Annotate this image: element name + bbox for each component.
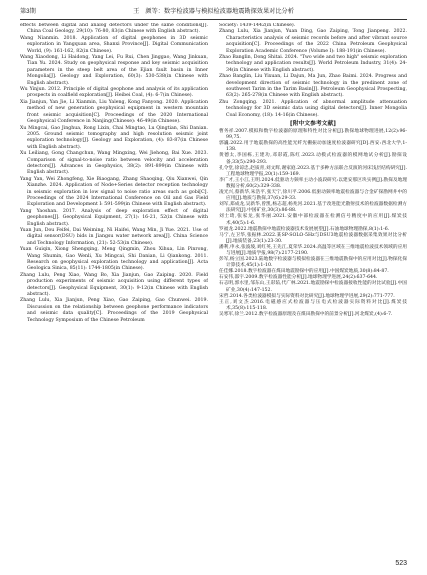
running-title: 王 颜等：数字检波器与模拟检波器地震勘探效果对比分析: [133, 8, 294, 15]
running-header: [20, 6, 407, 18]
reference-entry: Xu Mingcai, Gao Jinghua, Rong Lixin, Chai Mingtao, Lu Qingtian, Shi Danian. 2005. Ground seismic tomography and high resolution seismic joint exploration technology[J]. Geology and Exploration, (4): 83-87(in Chinese with English abstract).: [20, 125, 208, 150]
reference-entry: 郭巍.2022.用于地震勘探的高性能光纤光栅振动加速度检波器研究[D].西安:西北大学,1-138.: [219, 141, 407, 153]
header-rule: [20, 19, 407, 20]
reference-entry: Zhao Banglin, Liu Yixuan, Li Dajun, Ma Jun, Zhao Baimi. 2024. Progress and development direction of seismic technology in the predinent zone of southwest Tarim in the Tarim Basin[J]. Petroleum Geophysical Prospecting, 63(2): 265-278(in Chinese with English abstract).: [219, 74, 407, 99]
reference-entry: Zhang Lulu, Xia Jianjun, Yuan Ding, Gao Zaiping, Tong Jianpeng. 2022. Characteristics analysis of seismic records before and after vibrant source acquisition[C]. Proceedings of the 2022 China Petroleum Geophysical Exploration Academic Conference (Volume I): 188-191(in Chinese).: [219, 29, 407, 54]
reference-entry: 任佳娜.2018.数字检波器在煤田地震勘探中的应用[J].中国煤炭地质,30(8):84-87.: [219, 269, 389, 275]
reference-entry: Wang Nianmin. 2018. Application of digital geophones in 3D seismic exploration in Yangquan area, Shanxi Province[J]. Digital Communication World, (9): 161-162, 82(in Chinese).: [20, 35, 208, 54]
reference-entry: 刘士琦,张家龙,张华丽.2021.安徽中部检波器在检测信号精度中的应用[J].煤炭技术,40(5):1-6.: [219, 214, 407, 226]
reference-entry: Yuan Guiqin, Xiong Shengqing, Meng Qingmin, Zhou Xihua, Lin Pinrong, Wang Shumin, Gao Wenli, Xu Mingcai, Shi Danian, Li Qiankong. 2011. Research on geophysical exploration technology and application[J]. Acta Geologica Sinica, 85(11): 1744-1805(in Chinese).: [20, 247, 208, 272]
reference-entry: 彭军,杨立国.2023.陆地数字检波器与模拟检波器在三维地震勘探中的应用对比[J].物探化探计算技术,45(1):1-10.: [219, 257, 407, 269]
reference-entry: effects between digital and analog detectors under the same conditions[J]. China Coal Geology, 29(10): 76-80, 83(in Chinese with English abstract).: [20, 23, 208, 35]
reference-entry: 罗福龙.2022.地震勘探中地震检波器技术发展展望[J].石油地球物理勘探,8(1):1-6.: [219, 226, 390, 232]
reference-columns: [20, 23, 407, 551]
english-references: [219, 23, 407, 119]
reference-entry: 刘军,郑成龙,吴新华,曾凯,杨志超,杨兆河.2021.基于改进能光散射技术的检波器数据检测方法研究[J].中国矿业,30(3):86-88.: [219, 202, 407, 214]
left-column: [20, 23, 208, 551]
reference-entry: Yang Yan, Wei Zhongfeng, Xie Biaogang, Zhang Shaoqing, Qiu Xianwei, Qin Xianzhe. 2024. Application of Node+Series detector reception technology in seismic exploration in low signal to noise ratio areas such as gobi[C]. Proceedings of the 2024 International Conference on Oil and Gas Field Exploration and Development I: 591-599(in Chinese with English abstract).: [20, 176, 208, 208]
reference-entry: Wang Xiaodong, Li Haidong, Yang Lei, Fu Rui, Chen Jinggao, Wang Jinkuan, Tian Yu. 2024. Study on geophysical response and key seismic acquisition parameters in the steep belt area of the Ejian fault basin in Inner Mongolia[J]. Geology and Exploration, 60(3): 530-538(in Chinese with English abstract).: [20, 55, 208, 86]
reference-entry: 王正,刘文杰.2016.电磁感应式检波器与压电式检波器实际资料对比[J].煤炭技术,35(8):115-118.: [219, 299, 407, 311]
reference-entry: 黄德太,李国栋,王建功,邓彩霞,陈红.2023.动模式检波器的模网地试分析[J].勘探设备,33(5):290-293.: [219, 153, 407, 165]
reference-entry: Zhao Banglin, Dong Shitai. 2024. "Two wide and two high" seismic exploration technology and application results[J]. World Petroleum Industry, 31(4): 24-34(in Chinese with English abstract).: [219, 55, 407, 73]
reference-entry: Yuan Jun, Dou Feifei, Dai Weiming, Ni Haifei, Wang Min, Ji Yue. 2021. Use of digital sensor(DSU) bids in Jiangsu water network area[J]. China Science and Technology Information, (21): 52-53(in Chinese).: [20, 228, 208, 246]
reference-entry: 吴寒军,徐兰.2012.数字检波器原理及在煤田勘探中的前景分析[J].河北煤炭,(4):6-7.: [219, 311, 393, 317]
reference-entry: 孔令堂,徐谅忠,赵质青,刘文辉,谢家庭.2023.基于多种方法联合反演的河床浅层结构研究[J].工程地球物理学报,20(1):159-169.: [219, 165, 407, 177]
reference-entry: Zhu Zongqing. 2021. Application of abnormal amplitude attenuation technology for 3D seismic data using digital detectors[J]. Inner Mongolia Coal Economy, (18): 14-16(in Chinese).: [219, 99, 407, 118]
reference-entry: Zhang Lulu, Peng Xiao, Wang Bo, Xia Jianjun, Gao Zaiping. 2020. Field production experiments of seismic acquisition using different types of detectors[J]. Geophysical Equipment, 30(1): 9-12(in Chinese with English abstract).: [20, 272, 208, 298]
reference-entry: 石安伟,邵宇.2009.数字检波器性能分析[J].地球物理学进展,24(2):637-644.: [219, 275, 378, 281]
chinese-references-heading: [附中文参考文献]: [290, 121, 336, 128]
reference-entry: 宋哲.2014.各类检波器模拟与实际资料对比研究[J].地球物理学进展,29(2):771-777.: [219, 293, 395, 299]
reference-entry: 潘利,申永,张波坡,刘红英,王先江,夏荣华.2024.高温等区域在三维地震检波技术领域的应用与进展[J].地质学报,98(7):2177-2190.: [219, 244, 407, 256]
reference-entry: 李广才,王小江,王明.2024.低驱动力频率主动小波段研究:以建安那区块实例[J].勘探及地理数据分析,60(2):329-338.: [219, 177, 407, 189]
chinese-references: [219, 129, 407, 318]
reference-entry: 凌光兴,蔡新华,朱浩平,张天宁,徐川平.2006.低驱动频率地震检波器与合金矿探勘网井中的应用[J].地质与勘探,37(6):29-33.: [219, 190, 407, 202]
reference-entry: Wu Yinjun. 2012. Principle of digital geophone and analysis of its application prospects in coalfield exploration[J]. Heibei Coal, (4): 6-7(in Chinese).: [20, 87, 208, 99]
reference-entry: Society: 1439-1442(in Chinese).: [219, 23, 296, 28]
reference-entry: 石志明,郭水里,邹东山,王彩茹,代广林.2021.地震勘探中检波器接收性能的对比试验[J].中国矿业,30(4):147-152.: [219, 281, 407, 293]
reference-entry: 马宁,左卫华,张振林.2022.某SP-SOLO-5Hz与DSU3地震检波器数据采集效果对比分析[J].地质装备,23(1):23-30.: [219, 232, 407, 244]
reference-entry: Yang Yaoshan. 2017. Analysis of deep exploration effect of digital geophones[J]. Geophysical Equipment, 27(1): 16-21, 52(in Chinese with English abstract).: [20, 208, 208, 227]
reference-entry: Xu Leiliang, Gong Changchun, Wang Mingxing, Wei Jiehong, Bai Xue. 2023. Comparison of signal-to-noise ratio between velocity and acceleration detectors[J]. Advances in Geophysics, 38(2): 891-899(in Chinese with English abstract).: [20, 151, 208, 176]
reference-entry: 曹务祥.2007.模拟和数字检波器的原理和特性对比分析[J].勘探地球物理进展,12(2):96-99,75.: [219, 129, 407, 141]
page-number: 523: [395, 560, 407, 567]
right-column: [219, 23, 407, 551]
reference-entry: Zhang Lulu, Xia Jianjun, Peng Xiao, Gao Zaiping, Gao Chunwei. 2019. Discussion on the relationship between geophone performance indicators and seismic data quality[C]. Proceedings of the 2019 Geophysical Technology Symposium of the Chinese Petroleum: [20, 298, 208, 323]
issue-number: 第3期: [20, 8, 36, 15]
reference-entry: Xia Jianjun, Yan Jie, Li Xianmin, Liu Yaleng, Kong Fanyong. 2020. Application method of new generation geophysical equipment in western mountain front seismic acquisition[C]. Proceedings of the 2020 International Geophysical Conference in Nanjing(Chinese): 46-49(in Chinese).: [20, 99, 208, 125]
